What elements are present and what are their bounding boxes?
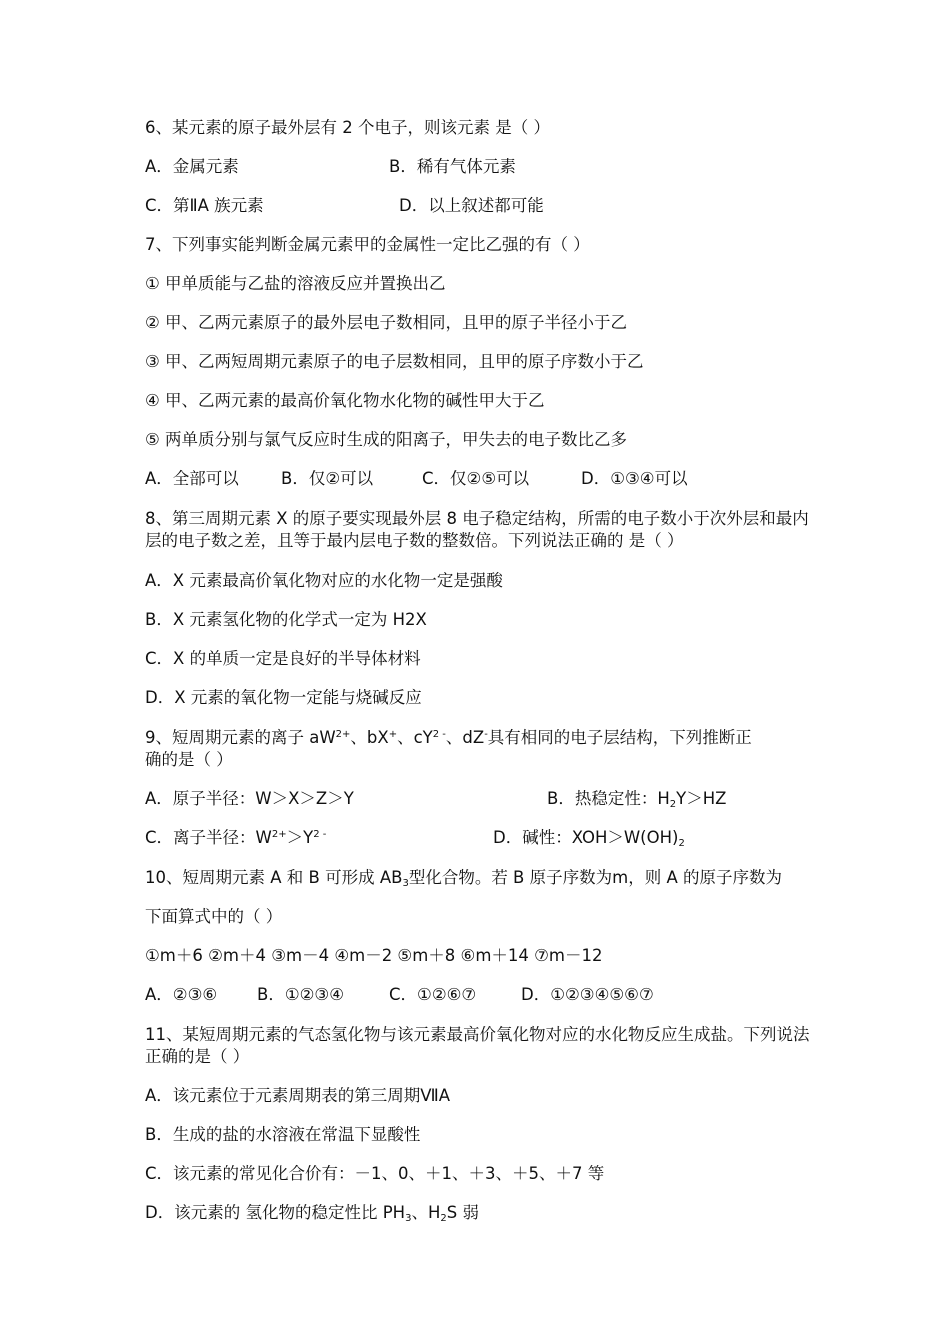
charge-superscript: + <box>388 729 398 740</box>
subscript: 2 <box>440 1213 447 1224</box>
q9-option-c-part: ＞Y <box>286 828 314 847</box>
q11-option-a: A．该元素位于元素周期表的第三周期ⅦA <box>145 1086 451 1105</box>
q11-option-d-part: D．该元素的 氢化物的稳定性比 PH <box>145 1203 406 1222</box>
q11-option-c: C．该元素的常见化合价有：－1、0、＋1、＋3、＋5、＋7 等 <box>145 1164 605 1183</box>
q9-option-d <box>493 827 685 849</box>
subscript: 3 <box>405 1213 412 1224</box>
charge-superscript: 2 - <box>313 829 327 840</box>
subscript: 3 <box>402 878 409 889</box>
q11-option-d <box>145 1202 479 1224</box>
q9-option-c-part: C．离子半径：W <box>145 828 272 847</box>
q6-option-b: B．稀有气体元素 <box>389 157 516 176</box>
q7-option-a: A．全部可以 <box>145 469 239 488</box>
q10-items: ①m＋6 ②m＋4 ③m－4 ④m－2 ⑤m＋8 ⑥m＋14 ⑦m－12 <box>145 946 603 965</box>
q7-option-c: C．仅②⑤可以 <box>422 469 530 488</box>
q6-option-d: D．以上叙述都可能 <box>399 196 544 215</box>
q7-item-3: ③ 甲、乙两短周期元素原子的电子层数相同，且甲的原子序数小于乙 <box>145 352 644 371</box>
q9-option-b-part: Y＞HZ <box>676 789 727 808</box>
charge-superscript: 2+ <box>271 829 287 840</box>
q9-option-b <box>547 788 726 810</box>
q9-stem-part: 9、短周期元素的离子 aW <box>145 728 336 747</box>
q9-stem-part: 、cY <box>397 728 433 747</box>
q11-option-d-part: S 弱 <box>446 1203 479 1222</box>
q8-option-a: A．X 元素最高价氧化物对应的水化物一定是强酸 <box>145 571 503 590</box>
q9-stem-part: 具有相同的电子层结构，下列推断正 <box>487 728 752 747</box>
q11-stem: 11、某短周期元素的气态氢化物与该元素最高价氧化物对应的水化物反应生成盐。下列说法正确的是（ ） <box>145 1025 810 1066</box>
q10-option-c: C．①②⑥⑦ <box>389 985 477 1004</box>
q10-stem-part: 10、短周期元素 A 和 B 可形成 AB <box>145 868 403 887</box>
q6-option-a: A．金属元素 <box>145 157 239 176</box>
q7-item-4: ④ 甲、乙两元素的最高价氧化物水化物的碱性甲大于乙 <box>145 391 545 410</box>
q8-option-b: B．X 元素氢化物的化学式一定为 H2X <box>145 610 427 629</box>
q6-stem: 6、某元素的原子最外层有 2 个电子，则该元素 是（ ） <box>145 118 550 137</box>
subscript: 2 <box>678 838 685 849</box>
q7-option-d: D．①③④可以 <box>581 469 688 488</box>
q10-stem-part: 型化合物。若 B 原子序数为m，则 A 的原子序数为 <box>408 868 782 887</box>
q10-option-b: B．①②③④ <box>257 985 344 1004</box>
q6-option-c: C．第ⅡA 族元素 <box>145 196 264 215</box>
q7-stem: 7、下列事实能判断金属元素甲的金属性一定比乙强的有（ ） <box>145 235 590 254</box>
charge-superscript: 2+ <box>335 729 351 740</box>
q9-option-b-part: B．热稳定性：H <box>547 789 670 808</box>
q7-item-2: ② 甲、乙两元素原子的最外层电子数相同，且甲的原子半径小于乙 <box>145 313 628 332</box>
charge-superscript: - <box>484 729 488 740</box>
q9-option-c <box>145 827 326 849</box>
q8-option-c: C．X 的单质一定是良好的半导体材料 <box>145 649 421 668</box>
q8-option-d: D．X 元素的氧化物一定能与烧碱反应 <box>145 688 422 707</box>
q9-option-d-part: D．碱性：XOH＞W(OH) <box>493 828 679 847</box>
q10-option-a: A．②③⑥ <box>145 985 218 1004</box>
q10-stem-line2: 下面算式中的（ ） <box>145 907 283 926</box>
q9-stem-line1 <box>145 727 752 749</box>
q9-option-a: A．原子半径：W＞X＞Z＞Y <box>145 789 354 808</box>
q9-stem-part: 、bX <box>350 728 389 747</box>
q10-option-d: D．①②③④⑤⑥⑦ <box>521 985 654 1004</box>
charge-superscript: 2 - <box>432 729 446 740</box>
q9-stem-part: 、dZ <box>445 728 485 747</box>
q7-item-1: ① 甲单质能与乙盐的溶液反应并置换出乙 <box>145 274 446 293</box>
subscript: 2 <box>669 799 677 810</box>
q8-stem: 8、第三周期元素 X 的原子要实现最外层 8 电子稳定结构，所需的电子数小于次外层和最内层的电子数之差，且等于最内层电子数的整数倍。下列说法正确的 是（ ） <box>145 509 809 550</box>
q11-option-b: B．生成的盐的水溶液在常温下显酸性 <box>145 1125 421 1144</box>
q11-option-d-part: 、H <box>411 1203 441 1222</box>
q7-item-5: ⑤ 两单质分别与氯气反应时生成的阳离子，甲失去的电子数比乙多 <box>145 430 628 449</box>
q10-stem-line1 <box>145 867 782 889</box>
q9-stem-line2: 确的是（ ） <box>145 750 233 769</box>
q7-option-b: B．仅②可以 <box>281 469 374 488</box>
